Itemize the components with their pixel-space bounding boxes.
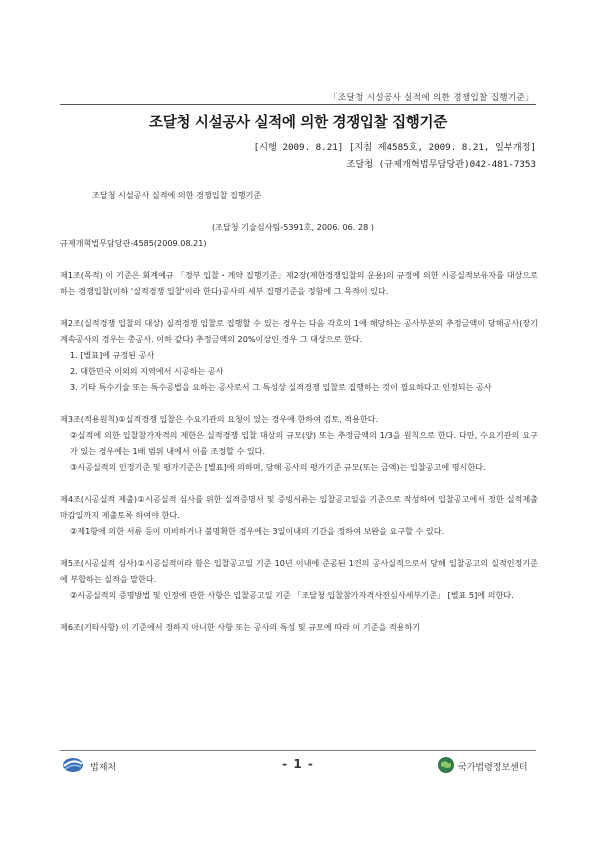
article-5: 제5조(시공실적 심사)①시공실적이라 함은 입찰공고일 기준 10년 이내에 준공된 1건의 공사실적으로서 당해 입찰공고의 실적인정기준에 부합하는 실적을 말한다.: [60, 558, 538, 584]
globe-logo-icon: [438, 757, 454, 773]
article-2-item-1: 1. [별표]에 규정된 공사: [70, 350, 155, 360]
article-3-paragraph-3: ③시공실적의 인정기준 및 평가기준은 [별표]에 의하며, 당해 공사의 평가기준 규모(또는 금액)는 입찰공고에 명시한다.: [70, 462, 486, 472]
article-4: 제4조(시공실적 제출)①시공실적 심사를 위한 실적증명서 및 증빙서류는 입찰공고일을 기준으로 작성하여 입찰공고에서 정한 실적제출 마감일까지 제출토록 하여야 한다.: [60, 494, 538, 520]
document-title: 조달청 시설공사 실적에 의한 경쟁입찰 집행기준: [149, 115, 447, 131]
footer-rule: [60, 750, 536, 751]
page-number: - 1 -: [282, 757, 314, 771]
header-rule: [60, 104, 536, 105]
department-contact: 조달청 (규제개혁법무담당관)042-481-7353: [346, 159, 536, 170]
body-heading: 조달청 시설공사 실적에 의한 경쟁입찰 집행기준: [92, 190, 262, 200]
enforcement-info: [시행 2009. 8.21] [지침 제4585호, 2009. 8.21, 일부개정]: [253, 142, 536, 153]
article-2: 제2조(실적경쟁 입찰의 대상) 실적경쟁 입찰로 집행할 수 있는 경우는 다음 각호의 1에 해당하는 공사부분의 추정금액이 당해공사(장기계속공사의 경우는 총공사. 이하 같다) 추정금액의 20%이상인 경우 그 대상으로 한다.: [60, 318, 538, 344]
page-footer: [60, 756, 536, 776]
directive-number: 규제개혁법무담당관-4585(2009.08.21): [60, 238, 207, 248]
article-1: 제1조(목적) 이 기준은 회계예규 「정부 입찰・계약 집행기준」제2장(제한경쟁입찰의 운용)의 규정에 의한 시공실적보유자를 대상으로 하는 경쟁입찰(이하 '실적경쟁 입찰'이라 한다)공사의 세부 집행기준을 정함에 그 목적이 있다.: [60, 270, 538, 296]
article-6: 제6조(기타사항) 이 기준에서 정하지 아니한 사항 또는 공사의 특성 및 규모에 따라 이 기준을 적용하기: [60, 622, 421, 632]
article-3: 제3조(적용원칙)①실적경쟁 입찰은 수요기관의 요청이 있는 경우에 한하여 검토, 적용한다.: [60, 414, 379, 424]
document-body: [60, 187, 538, 635]
article-5-paragraph-2: ②시공실적의 증명방법 및 인정에 관한 사항은 입찰공고일 기준 「조달청 입찰참가자격사전심사세부기준」 [별표 5]에 의한다.: [70, 590, 514, 600]
footer-ministry-label: 법제처: [90, 763, 117, 773]
article-3-paragraph-2: ②실적에 의한 입찰참가자격의 제한은 실적경쟁 입찰 대상의 규모(양) 또는 추정금액의 1/3을 원칙으로 한다. 다만, 수요기관의 요구가 있는 경우에는 1배 범위 내에서 이를 조정할 수 있다.: [70, 430, 538, 456]
article-2-item-3: 3. 기타 특수기술 또는 특수공법을 요하는 공사로서 그 특성상 실적경쟁 입찰로 집행하는 것이 필요하다고 인정되는 공사: [70, 382, 492, 392]
footer-center-label: 국가법령정보센터: [458, 763, 528, 773]
running-header: 「조달청 시설공사 실적에 의한 경쟁입찰 집행기준」: [329, 93, 534, 103]
original-reference: (조달청 기술심사팀-5391호, 2006. 06. 28 ): [212, 222, 374, 232]
article-2-item-2: 2. 대한민국 이외의 지역에서 시공하는 공사: [70, 366, 224, 376]
article-4-paragraph-2: ②제1항에 의한 서류 등이 미비하거나 불명확한 경우에는 3일이내의 기간을 정하여 보완을 요구할 수 있다.: [70, 526, 445, 536]
